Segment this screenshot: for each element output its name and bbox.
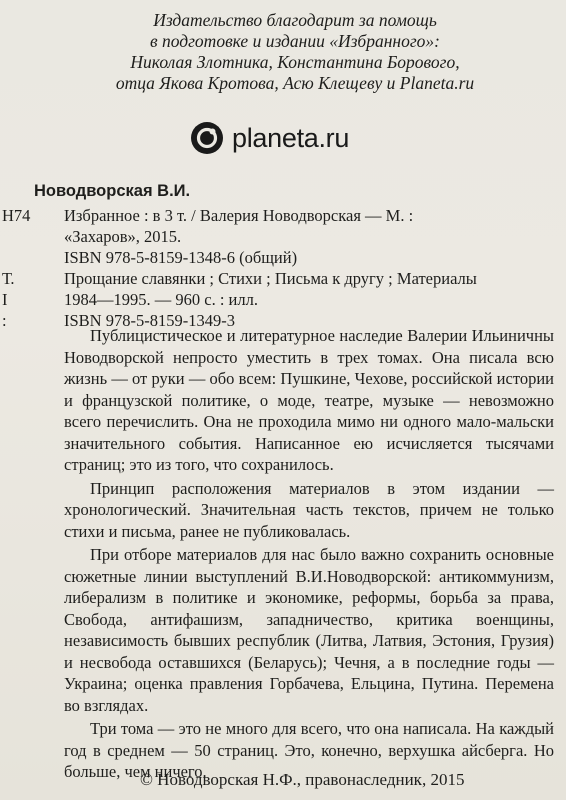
- catalog-line: ISBN 978-5-8159-1348-6 (общий): [64, 248, 298, 267]
- catalog-code: Н74: [2, 206, 31, 225]
- acknowledgement-block: [60, 10, 530, 94]
- annotation-paragraph: Публицистическое и литературное наследие Валерии Ильиничны Новодворской непросто уместить в трех томах. Она писала всю жизнь — от руки — обо всем: Пушкине, Чехове, российской истории и французской политике, о моде, театре, музыке — невозможно всего перечислить. Она не проходила мимо ни одного мало-мальски значительного события. Написанное ею исчисляется тысячами страниц; это из того, что сохранилось.: [64, 326, 554, 474]
- volume-line: ISBN 978-5-8159-1349-3: [64, 311, 235, 330]
- acknowledgement-line: Николая Злотника, Константина Борового,: [130, 52, 460, 72]
- acknowledgement-line: в подготовке и издании «Избранного»:: [150, 31, 440, 51]
- copyright-notice: © Новодворская Н.Ф., правонаследник, 2015: [140, 770, 465, 789]
- catalog-line: Избранное : в 3 т. / Валерия Новодворская — М. :: [64, 206, 414, 225]
- catalog-line: «Захаров», 2015.: [64, 227, 182, 246]
- planeta-logo-icon: [190, 121, 224, 155]
- annotation-text: [64, 325, 554, 785]
- volume-code: Т. I :: [2, 269, 15, 330]
- volume-description: [64, 268, 554, 331]
- logo-wordmark: planeta.ru: [232, 122, 350, 153]
- acknowledgement-line: отца Якова Кротова, Асю Клещеву и Planeta.ru: [115, 73, 475, 93]
- annotation-paragraph: Три тома — это не много для всего, что она написала. На каждый год в среднем — 50 страниц. Это, конечно, верхушка айсберга. Но больше, чем ничего.: [64, 719, 554, 781]
- catalog-author: Новодворская В.И.: [34, 182, 191, 200]
- volume-line: Прощание славянки ; Стихи ; Письма к другу ; Материалы: [64, 269, 477, 288]
- acknowledgement-line: Издательство благодарит за помощь: [153, 10, 437, 30]
- planeta-logo: [190, 118, 349, 158]
- annotation-paragraph: При отборе материалов для нас было важно сохранить основные сюжетные линии выступлений В.И.Новодворской: антикоммунизм, либерализм в политике и экономике, реформы, борьба за права, Свобода, антифашизм, западничество, критика военщины, независимость бывших республик (Литва, Латвия, Эстония, Грузия) и несвобода оставшихся (Беларусь); Чечня, а в последние годы — Украина; оценка правления Горбачева, Ельцина, Путина. Перемена во взглядах.: [64, 545, 554, 715]
- annotation-paragraph: Принцип расположения материалов в этом издании — хронологический. Значительная часть текстов, причем не только стихи и письма, ранее не публиковалась.: [64, 478, 554, 541]
- volume-line: 1984—1995. — 960 с. : илл.: [64, 290, 258, 309]
- catalog-description: [64, 205, 554, 268]
